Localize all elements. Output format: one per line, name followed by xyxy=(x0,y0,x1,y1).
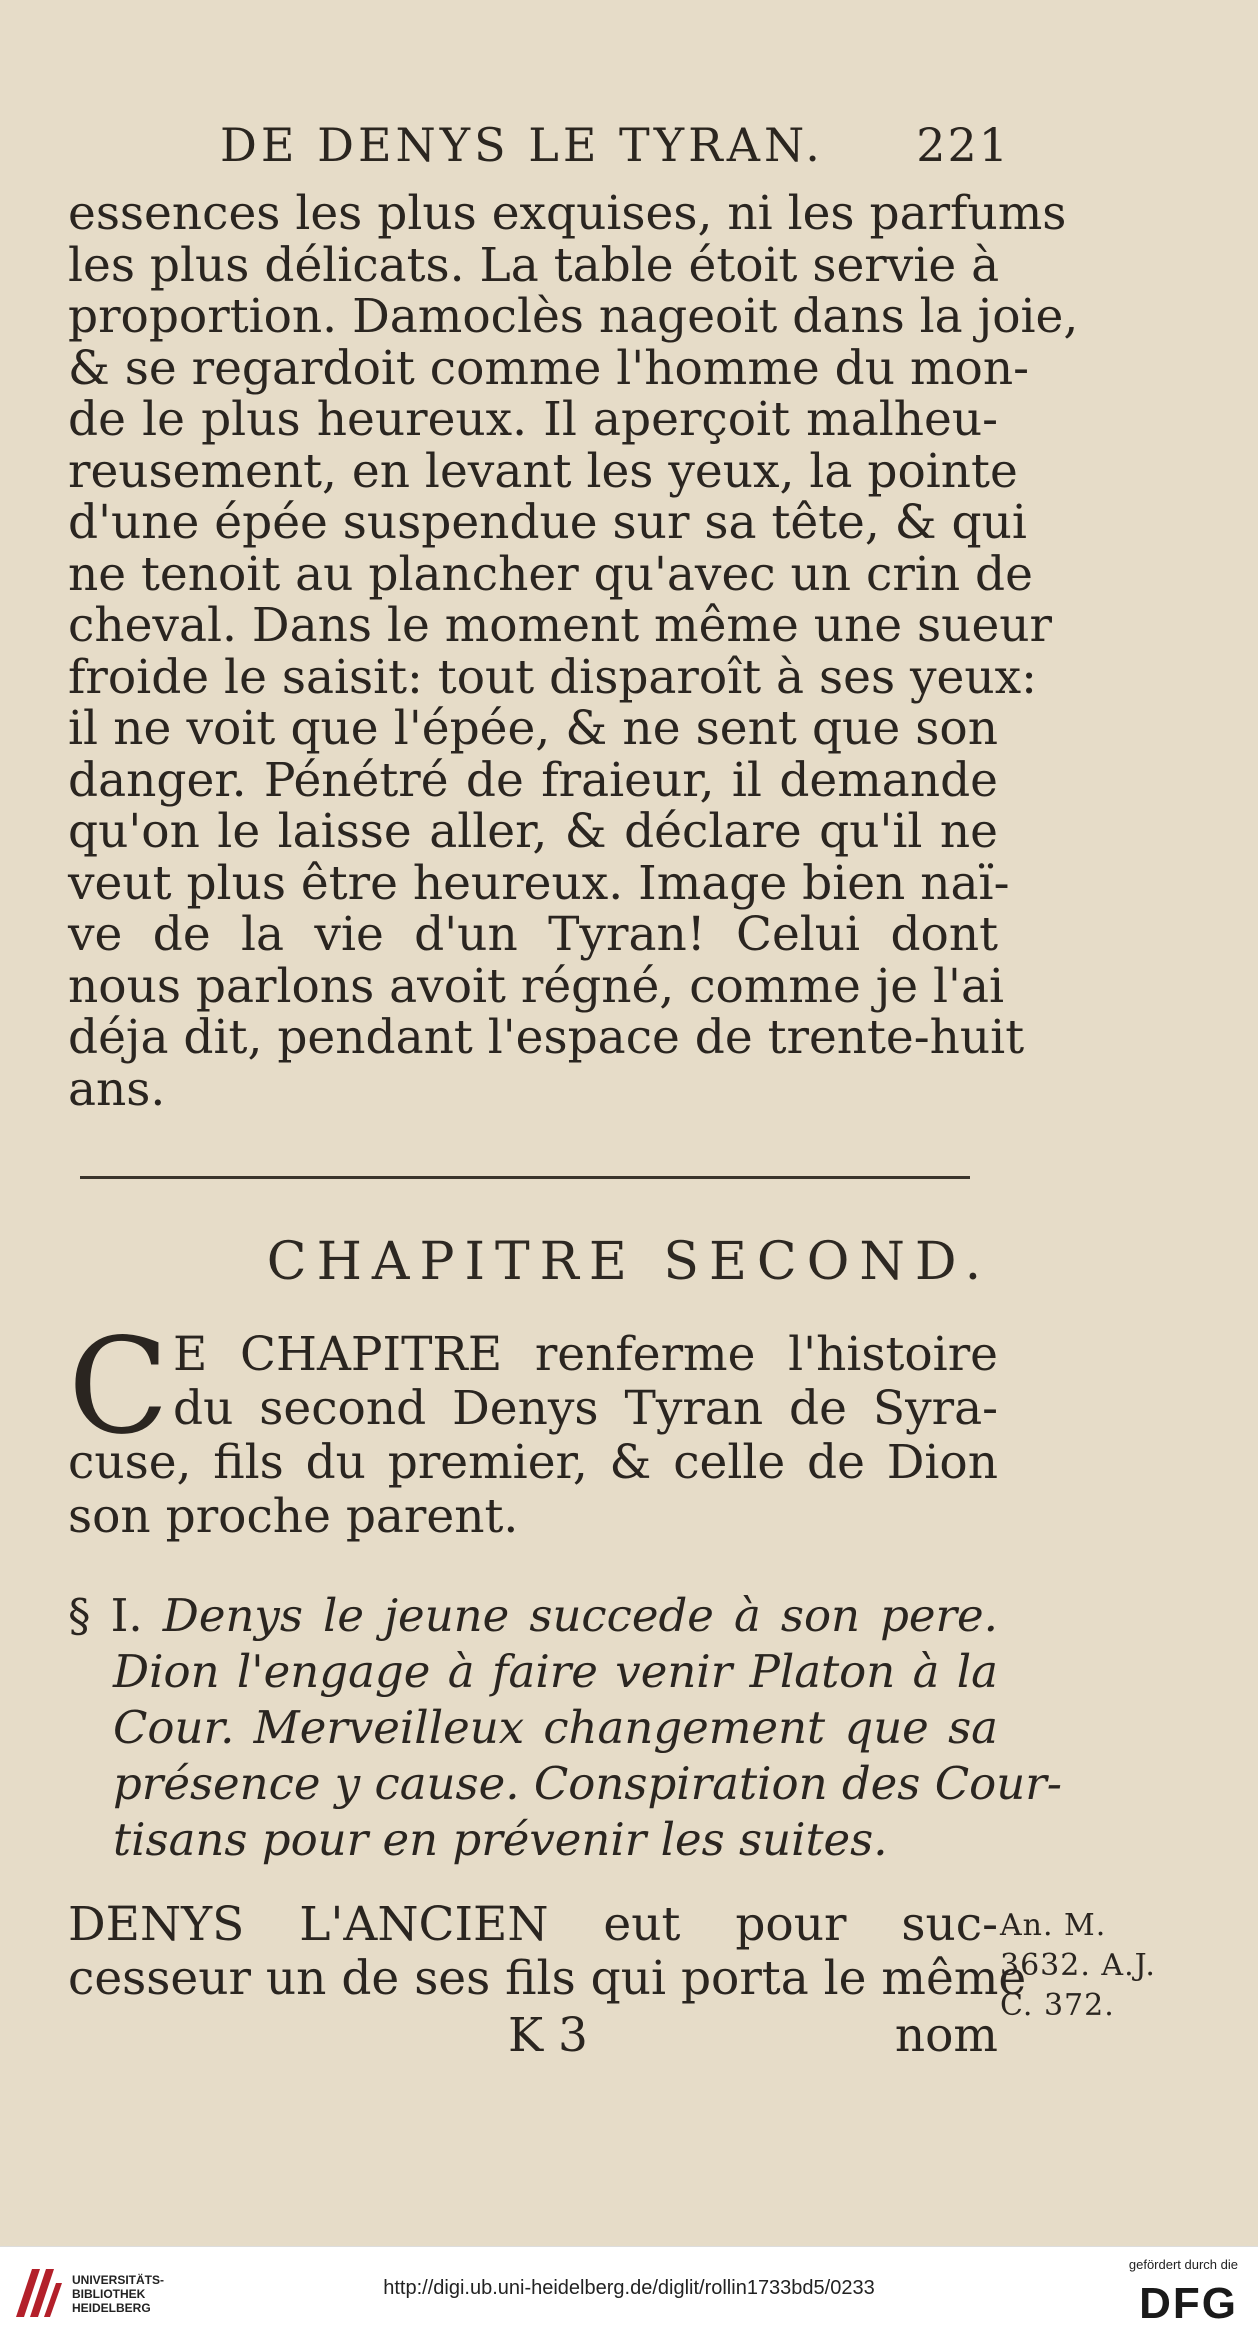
text-line: déja dit, pendant l'espace de trente-huit xyxy=(68,1010,1025,1065)
text-line: proportion. Damoclès nageoit dans la joie, xyxy=(68,289,1079,344)
text-line: il ne voit que l'épée, & ne sent que son xyxy=(68,701,998,756)
dfg-logo: DFG xyxy=(1139,2279,1238,2328)
funding-note: gefördert durch die xyxy=(1128,2257,1238,2272)
text-line: Dion l'engage à faire venir Platon à la xyxy=(113,1645,998,1698)
margin-note-line: 3632. A.J. xyxy=(1000,1948,1156,1983)
section-summary xyxy=(68,1588,1062,1868)
viewer-footer xyxy=(0,2246,1258,2339)
text-line: froide le saisit: tout disparoît à ses yeux: xyxy=(68,649,1037,705)
text-line: Cour. Merveilleux changement que sa xyxy=(113,1701,998,1754)
text-line: tisans pour en prévenir les suites. xyxy=(113,1813,888,1866)
text-line: présence y cause. Conspiration des Cour- xyxy=(113,1757,1062,1810)
text-line: veut plus être heureux. Image bien naï- xyxy=(68,855,1010,911)
chapter-intro xyxy=(68,1310,998,1544)
page-number: 221 xyxy=(916,118,1010,172)
chapter-divider-rule xyxy=(80,1176,970,1179)
text-line: essences les plus exquises, ni les parfums xyxy=(68,186,1067,241)
section-mark: § I. xyxy=(68,1589,143,1642)
text-line: cuse, fils du premier, & celle de Dion xyxy=(68,1435,998,1490)
library-name-line: BIBLIOTHEK xyxy=(72,2287,146,2301)
text-line: les plus délicats. La table étoit servie à xyxy=(68,237,1000,293)
text-line: d'une épée suspendue sur sa tête, & qui xyxy=(68,495,1027,550)
text-line: ans. xyxy=(68,1061,166,1117)
text-line: cheval. Dans le moment même une sueur xyxy=(68,598,1052,653)
text-line: ve de la vie d'un Tyran! Celui dont xyxy=(68,907,998,962)
text-line: nous parlons avoit régné, comme je l'ai xyxy=(68,958,1005,1014)
running-head-title: DE DENYS LE TYRAN. xyxy=(220,118,824,172)
chapter-title: CHAPITRE SECOND. xyxy=(266,1232,992,1292)
library-name-line: HEIDELBERG xyxy=(72,2301,151,2315)
text-line: de le plus heureux. Il aperçoit malheu- xyxy=(68,392,998,447)
summary-first-line xyxy=(68,1588,998,1644)
text-line: Denys le jeune succede à son pere. xyxy=(162,1589,998,1642)
text-line: son proche parent. xyxy=(68,1489,519,1544)
body-paragraph xyxy=(68,186,1079,1117)
library-name-line: UNIVERSITÄTS- xyxy=(72,2273,165,2287)
text-line: & se regardoit comme l'homme du mon- xyxy=(68,340,1029,396)
margin-note-line: An. M. xyxy=(1000,1908,1107,1943)
section-text xyxy=(68,1897,1027,2006)
text-line: DENYS L'ANCIEN eut pour suc- xyxy=(68,1897,998,1952)
text-line: qu'on le laisse aller, & déclare qu'il ne xyxy=(68,804,998,859)
running-head xyxy=(220,118,1010,172)
text-line: du second Denys Tyran de Syra- xyxy=(173,1381,998,1436)
dropcap-letter: C xyxy=(68,1310,169,1464)
text-line: cesseur un de ses fils qui porta le même xyxy=(68,1951,1027,2006)
text-line: reusement, en levant les yeux, la pointe xyxy=(68,443,1018,499)
signature-mark: K 3 xyxy=(508,2008,588,2063)
text-line: danger. Pénétré de fraieur, il demande xyxy=(68,752,998,808)
text-line: ne tenoit au plancher qu'avec un crin de xyxy=(68,546,1033,602)
margin-date-note xyxy=(1000,1906,1180,2026)
text-line: E CHAPITRE renferme l'histoire xyxy=(173,1327,998,1382)
catchword: nom xyxy=(894,2008,998,2063)
permalink-url[interactable]: http://digi.ub.uni-heidelberg.de/diglit/rollin1733bd5/0233 xyxy=(383,2277,875,2299)
margin-note-line: C. 372. xyxy=(1000,1988,1115,2023)
